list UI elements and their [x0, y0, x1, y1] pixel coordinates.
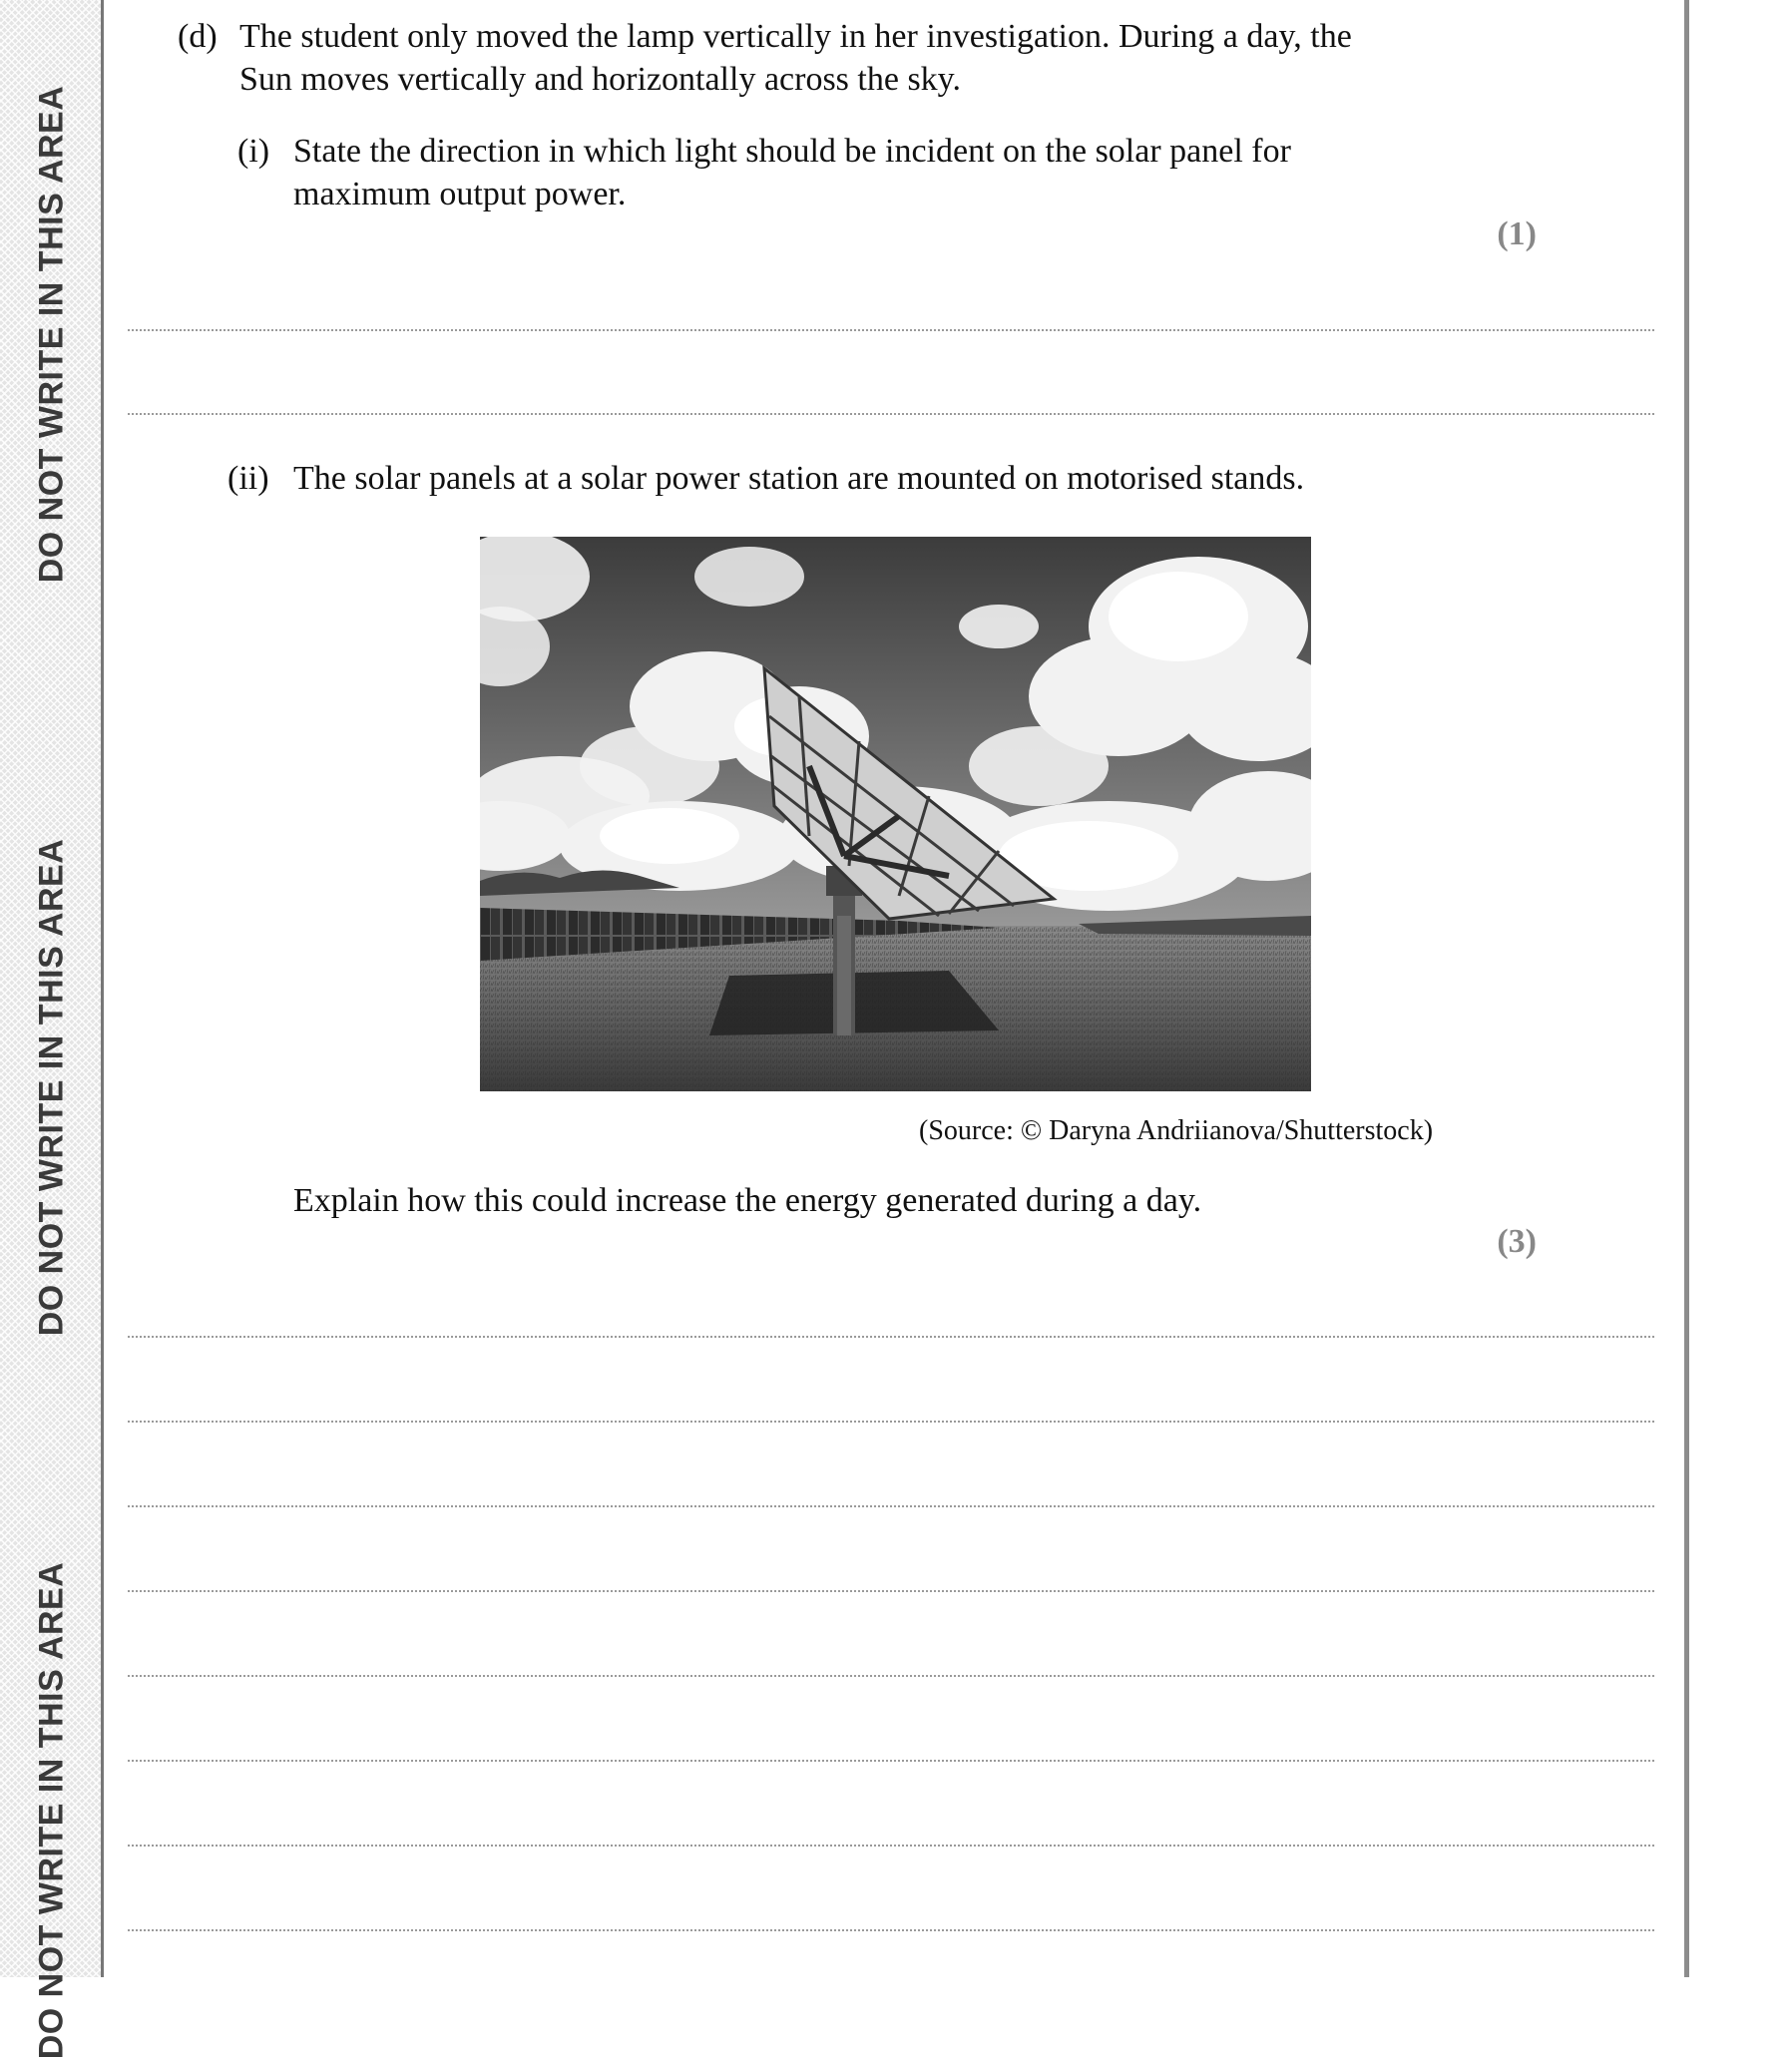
part-ii-marks: (3): [1497, 1223, 1537, 1260]
answer-line-ii-7[interactable]: [128, 1845, 1654, 1847]
answer-line-i-2[interactable]: [128, 413, 1654, 415]
question-d-number: (d): [178, 18, 218, 55]
part-ii-number: (ii): [227, 460, 269, 497]
answer-line-ii-3[interactable]: [128, 1505, 1654, 1507]
answer-line-ii-5[interactable]: [128, 1675, 1654, 1677]
question-d-line-2: Sun moves vertically and horizontally across the sky.: [239, 61, 961, 98]
answer-line-ii-2[interactable]: [128, 1421, 1654, 1423]
solar-tracker-photo: [480, 537, 1311, 1091]
part-i-line-2: maximum output power.: [293, 176, 627, 212]
part-i-line-1: State the direction in which light should be incident on the solar panel for: [293, 133, 1291, 170]
part-i-number: (i): [237, 133, 270, 170]
answer-line-ii-1[interactable]: [128, 1336, 1654, 1338]
answer-line-ii-6[interactable]: [128, 1760, 1654, 1762]
do-not-write-margin: DO NOT WRITE IN THIS AREA DO NOT WRITE IN THIS AREA DO NOT WRITE IN THIS AREA: [0, 0, 104, 1977]
image-source-credit: (Source: © Daryna Andriianova/Shutterstock): [919, 1115, 1434, 1146]
part-i-marks: (1): [1497, 215, 1537, 252]
answer-line-ii-8[interactable]: [128, 1929, 1654, 1931]
right-border-bar: [1684, 0, 1689, 1977]
answer-line-ii-4[interactable]: [128, 1590, 1654, 1592]
part-ii-prompt: Explain how this could increase the energy generated during a day.: [293, 1182, 1202, 1219]
answer-line-i-1[interactable]: [128, 329, 1654, 331]
question-d-line-1: The student only moved the lamp vertically in her investigation. During a day, the: [239, 18, 1352, 55]
part-ii-text: The solar panels at a solar power station are mounted on motorised stands.: [293, 460, 1305, 497]
